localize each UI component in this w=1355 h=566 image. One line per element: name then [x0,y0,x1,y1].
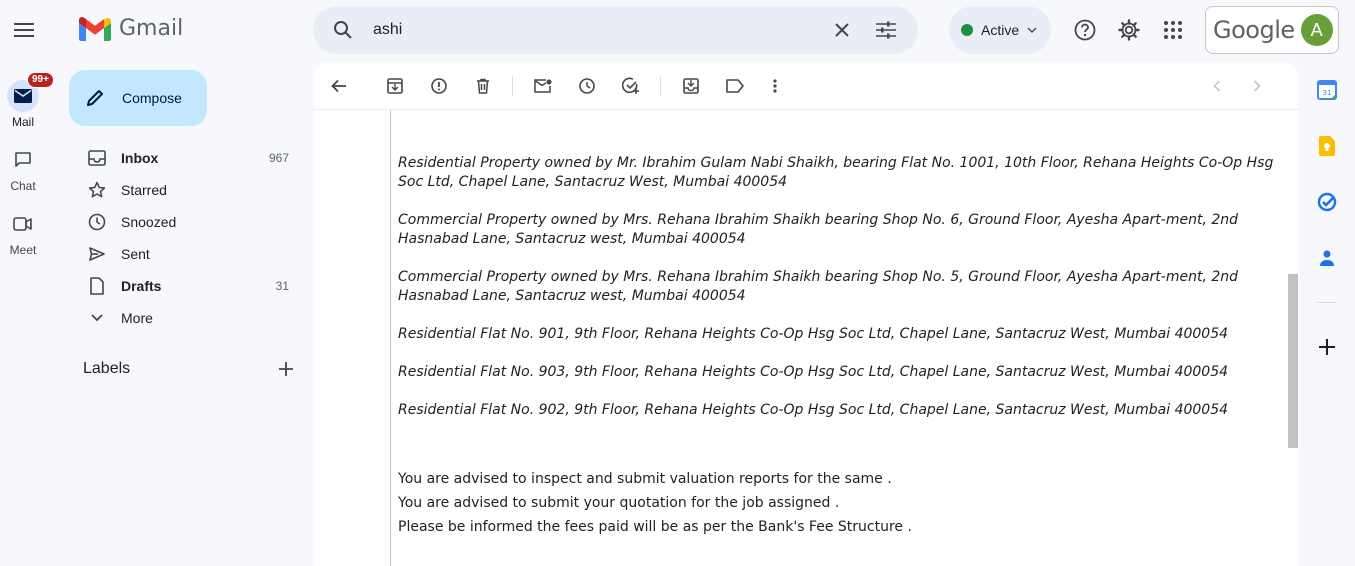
toolbar-divider [660,76,661,96]
chat-icon [14,151,32,169]
quoted-text-border [390,110,391,566]
chevron-left-icon [1213,80,1221,92]
label-icon [726,79,744,93]
nav-snoozed-label: Snoozed [121,214,177,230]
status-label: Active [981,22,1020,38]
nav-inbox-label: Inbox [121,150,159,166]
arrow-left-icon [331,79,347,93]
star-icon [88,181,106,199]
scrollbar-thumb[interactable] [1288,274,1298,448]
support-button[interactable] [1069,14,1101,46]
toolbar-divider [512,76,513,96]
keep-icon [1319,136,1335,156]
status-selector[interactable] [949,6,1051,54]
back-button[interactable] [327,74,351,98]
archive-button[interactable] [383,74,407,98]
close-icon [834,22,850,38]
rail-chat[interactable] [0,144,46,193]
draft-icon [90,277,104,295]
nav-inbox[interactable] [69,142,301,174]
plus-icon [1319,339,1335,355]
report-icon [431,78,447,94]
search-options-button[interactable] [868,12,904,48]
tune-icon [876,21,896,39]
chevron-down-icon [1027,27,1037,33]
gmail-wordmark: Gmail [119,16,184,41]
rail-meet-label: Meet [9,243,37,257]
tasks-app-button[interactable] [1313,188,1341,216]
gmail-logo[interactable] [79,16,183,41]
note-line: You are advised to inspect and submit valuation reports for the same . [398,471,892,487]
more-options-button[interactable] [763,74,787,98]
help-icon [1074,19,1096,41]
labels-button[interactable] [723,74,747,98]
google-wordmark: Google [1213,16,1295,44]
rail-mail-label: Mail [11,115,34,129]
clock-icon [88,213,106,231]
nav-drafts-label: Drafts [121,278,162,294]
add-task-icon [622,77,640,95]
delete-button[interactable] [471,74,495,98]
side-panel-divider [1317,302,1337,303]
apps-grid-icon [1164,21,1182,39]
svg-text:31: 31 [1322,89,1332,97]
move-to-button[interactable] [679,74,703,98]
message-toolbar [313,62,1299,110]
get-addons-button[interactable] [1313,333,1341,361]
property-item: Residential Flat No. 903, 9th Floor, Rehana Heights Co-Op Hsg Soc Ltd, Chapel Lane, Santacruz West, Mumbai 400054 [398,364,1229,380]
labels-section [83,360,293,378]
nav-starred-label: Starred [121,182,167,198]
search-bar [313,6,918,54]
rail-mail[interactable] [0,74,49,129]
add-to-tasks-button[interactable] [619,74,643,98]
labels-heading: Labels [83,360,131,377]
compose-label: Compose [122,90,182,106]
contacts-app-button[interactable] [1313,244,1341,272]
unread-badge: 99+ [27,72,54,88]
active-status-dot [961,24,973,36]
nav-sent-label: Sent [121,246,150,262]
contacts-icon [1319,249,1335,267]
chevron-right-icon [1253,80,1261,92]
calendar-app-button[interactable] [1313,76,1341,104]
mail-icon [14,89,32,103]
archive-icon [387,78,403,94]
nav-more[interactable] [69,302,301,334]
create-label-button[interactable] [279,362,293,376]
newer-button[interactable] [1205,74,1229,98]
settings-button[interactable] [1113,14,1145,46]
search-input[interactable] [373,21,824,39]
search-button[interactable] [325,12,361,48]
avatar[interactable]: A [1301,14,1333,46]
chevron-down-icon [90,313,104,323]
apps-button[interactable] [1157,14,1189,46]
menu-icon [14,22,34,38]
nav-snoozed[interactable] [69,206,301,238]
nav-inbox-count: 967 [268,151,289,165]
nav-sent[interactable] [69,238,301,270]
account-switcher[interactable] [1205,6,1339,54]
keep-app-button[interactable] [1313,132,1341,160]
rail-chat-label: Chat [10,179,36,193]
property-item: Residential Flat No. 901, 9th Floor, Rehana Heights Co-Op Hsg Soc Ltd, Chapel Lane, Santacruz West, Mumbai 400054 [398,326,1229,342]
snooze-button[interactable] [575,74,599,98]
message-view [313,62,1299,566]
nav-drafts-count: 31 [275,279,289,293]
plus-icon [279,362,293,376]
report-spam-button[interactable] [427,74,451,98]
property-item: Residential Flat No. 902, 9th Floor, Rehana Heights Co-Op Hsg Soc Ltd, Chapel Lane, Santacruz West, Mumbai 400054 [398,402,1229,418]
mark-unread-button[interactable] [531,74,555,98]
nav-drafts[interactable] [69,270,301,302]
move-to-icon [683,78,699,94]
folder-nav [69,142,301,334]
gear-icon [1118,19,1140,41]
clock-icon [579,78,595,94]
tasks-icon [1317,192,1337,212]
property-item: Residential Property owned by Mr. Ibrahim Gulam Nabi Shaikh, bearing Flat No. 1001, 10th Floor, Rehana Heights Co-Op Hsg Soc Ltd, Chapel Lane, Santacruz West, Mumbai 400054 [398,155,1274,190]
property-item: Commercial Property owned by Mrs. Rehana Ibrahim Shaikh bearing Shop No. 6, Ground Floor, Ayesha Apart-ment, 2nd Hasnabad Lane, Santacruz west, Mumbai 400054 [398,212,1239,247]
video-camera-icon [13,217,33,231]
rail-meet[interactable] [0,208,46,257]
compose-button[interactable] [69,70,207,126]
inbox-icon [88,150,106,166]
search-icon [333,20,353,40]
clear-search-button[interactable] [824,12,860,48]
calendar-icon [1317,80,1337,100]
trash-icon [476,78,490,94]
older-button[interactable] [1245,74,1269,98]
nav-starred[interactable] [69,174,301,206]
nav-more-label: More [121,310,153,326]
main-menu-button[interactable] [8,14,40,46]
note-line: Please be informed the fees paid will be as per the Bank's Fee Structure . [398,519,912,535]
gmail-m-icon [79,17,111,41]
pencil-icon [85,88,105,108]
property-item: Commercial Property owned by Mrs. Rehana Ibrahim Shaikh bearing Shop No. 5, Ground Floor, Ayesha Apart-ment, 2nd Hasnabad Lane, Santacruz west, Mumbai 400054 [398,269,1239,304]
mark-unread-icon [534,79,552,93]
send-icon [88,246,106,262]
note-line: You are advised to submit your quotation for the job assigned . [398,495,840,511]
more-vertical-icon [773,79,777,93]
